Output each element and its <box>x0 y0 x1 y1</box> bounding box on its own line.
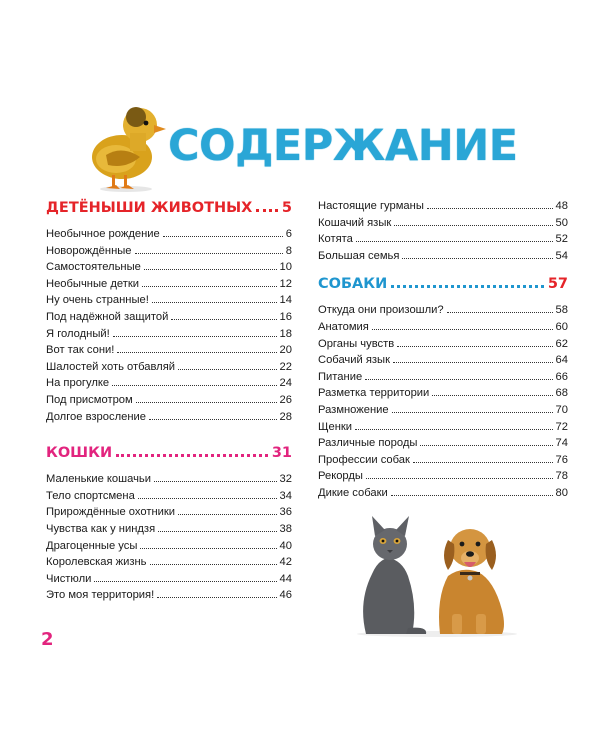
entry-label: Откуда они произошли? <box>318 304 444 317</box>
entry-page-number: 40 <box>279 539 292 552</box>
entry-label: Щенки <box>318 420 353 433</box>
dot-leader <box>372 329 553 330</box>
dot-leader <box>142 286 277 287</box>
dot-leader <box>140 548 276 549</box>
toc-entry[interactable] <box>46 243 292 260</box>
toc-entry[interactable] <box>318 385 568 402</box>
toc-entry[interactable] <box>318 485 568 502</box>
toc-entry[interactable] <box>318 419 568 436</box>
toc-entry[interactable] <box>318 452 568 469</box>
section-heading-babies[interactable] <box>46 200 292 224</box>
toc-entry[interactable] <box>46 409 292 426</box>
toc-entry[interactable] <box>46 359 292 376</box>
dot-leader <box>117 352 276 353</box>
entry-page-number: 62 <box>555 337 568 350</box>
dot-leader <box>356 241 553 242</box>
toc-entry[interactable] <box>46 392 292 409</box>
toc-entry[interactable] <box>46 471 292 488</box>
entry-label: Под присмотром <box>46 393 133 406</box>
dot-leader <box>447 312 553 313</box>
entry-label: Настоящие гурманы <box>318 200 424 212</box>
entry-label: Вот так сони! <box>46 344 115 357</box>
entry-page-number: 60 <box>555 320 568 333</box>
entry-page-number: 10 <box>279 261 292 274</box>
entry-page-number: 44 <box>279 572 292 585</box>
duckling-image <box>86 95 166 193</box>
dot-leader <box>365 379 552 380</box>
entry-label: Самостоятельные <box>46 261 141 274</box>
toc-entry[interactable] <box>318 231 568 248</box>
toc-entry[interactable] <box>46 488 292 505</box>
entry-label: Драгоценные усы <box>46 539 138 552</box>
entry-page-number: 28 <box>279 410 292 423</box>
toc-entry[interactable] <box>318 198 568 215</box>
dot-leader <box>420 445 552 446</box>
toc-entry[interactable] <box>318 352 568 369</box>
dot-leader <box>144 269 277 270</box>
toc-entry[interactable] <box>46 554 292 571</box>
dot-leader <box>391 285 544 288</box>
toc-entry[interactable] <box>318 336 568 353</box>
dot-leader <box>392 412 553 413</box>
toc-right-column <box>318 198 568 502</box>
entry-page-number: 72 <box>555 420 568 433</box>
entry-label: Необычные детки <box>46 277 139 290</box>
toc-entry[interactable] <box>318 402 568 419</box>
entry-page-number: 54 <box>555 249 568 262</box>
dot-leader <box>154 481 277 482</box>
entry-page-number: 46 <box>279 589 292 602</box>
toc-entry[interactable] <box>46 342 292 359</box>
toc-entry[interactable] <box>46 571 292 588</box>
toc-entry[interactable] <box>318 369 568 386</box>
entry-page-number: 24 <box>279 377 292 390</box>
toc-entry[interactable] <box>318 215 568 232</box>
entry-page-number: 58 <box>555 304 568 317</box>
entry-page-number: 22 <box>279 360 292 373</box>
entry-page-number: 18 <box>279 327 292 340</box>
toc-entry[interactable] <box>46 521 292 538</box>
entry-page-number: 26 <box>279 393 292 406</box>
dot-leader <box>391 495 553 496</box>
dot-leader <box>158 531 276 532</box>
dog-figure <box>439 529 504 634</box>
dot-leader <box>163 236 283 237</box>
toc-entry[interactable] <box>46 226 292 243</box>
entry-label: Питание <box>318 370 363 383</box>
dot-leader <box>178 514 277 515</box>
entry-label: Маленькие кошачьи <box>46 473 151 486</box>
entry-label: Долгое взросление <box>46 410 146 423</box>
section-heading-cats[interactable] <box>46 445 292 469</box>
entry-page-number: 76 <box>555 453 568 466</box>
section-page-number: 57 <box>547 276 568 293</box>
entry-label: Это моя территория! <box>46 589 155 602</box>
dot-leader <box>152 302 277 303</box>
dot-leader <box>136 402 277 403</box>
entry-page-number: 80 <box>555 486 568 499</box>
toc-entry[interactable] <box>46 504 292 521</box>
entry-page-number: 78 <box>555 470 568 483</box>
dot-leader <box>113 336 277 337</box>
dot-leader <box>355 429 553 430</box>
entry-label: На прогулке <box>46 377 110 390</box>
section-page-number: 31 <box>271 445 292 462</box>
toc-entry[interactable] <box>46 259 292 276</box>
entry-page-number: 16 <box>279 310 292 323</box>
entry-page-number: 38 <box>279 522 292 535</box>
entry-page-number: 48 <box>555 200 568 212</box>
dot-leader <box>402 258 552 259</box>
entry-label: Тело спортсмена <box>46 489 135 502</box>
entry-page-number: 8 <box>285 244 292 257</box>
dot-leader <box>393 362 553 363</box>
entry-label: Большая семья <box>318 249 400 262</box>
dot-leader <box>150 564 277 565</box>
page-number: 2 <box>41 629 54 650</box>
entry-label: Органы чувств <box>318 337 395 350</box>
dot-leader <box>138 498 277 499</box>
entry-page-number: 42 <box>279 556 292 569</box>
entry-label: Под надёжной защитой <box>46 310 169 323</box>
cat-and-dog-image <box>352 510 522 638</box>
section-heading-dogs[interactable] <box>318 276 568 300</box>
entry-page-number: 6 <box>285 228 292 240</box>
dot-leader <box>149 419 277 420</box>
toc-entry[interactable] <box>46 309 292 326</box>
toc-entry[interactable] <box>46 375 292 392</box>
entry-label: Новорождённые <box>46 244 132 257</box>
entry-label: Ну очень странные! <box>46 294 149 307</box>
dot-leader <box>157 597 276 598</box>
dot-leader <box>178 369 277 370</box>
entry-label: Размножение <box>318 403 389 416</box>
entry-page-number: 50 <box>555 216 568 229</box>
dot-leader <box>256 209 278 212</box>
entry-label: Разметка территории <box>318 387 430 400</box>
toc-entry[interactable] <box>318 302 568 319</box>
dot-leader <box>135 253 283 254</box>
section-title: СОБАКИ <box>318 276 388 293</box>
dot-leader <box>397 346 552 347</box>
entry-label: Анатомия <box>318 320 369 333</box>
entry-page-number: 36 <box>279 506 292 519</box>
entry-label: Необычное рождение <box>46 228 160 240</box>
entry-page-number: 32 <box>279 473 292 486</box>
dot-leader <box>427 208 553 209</box>
entry-label: Чистюли <box>46 572 92 585</box>
toc-left-column <box>46 200 292 604</box>
toc-entry[interactable] <box>46 587 292 604</box>
toc-entry[interactable] <box>318 248 568 265</box>
entry-page-number: 68 <box>555 387 568 400</box>
dot-leader <box>94 581 276 582</box>
dot-leader <box>432 395 552 396</box>
entry-label: Королевская жизнь <box>46 556 147 569</box>
entry-label: Кошачий язык <box>318 216 392 229</box>
toc-entry[interactable] <box>46 292 292 309</box>
entry-label: Котята <box>318 233 353 246</box>
entry-page-number: 12 <box>279 277 292 290</box>
toc-entry[interactable] <box>318 468 568 485</box>
entry-page-number: 14 <box>279 294 292 307</box>
entry-label: Рекорды <box>318 470 363 483</box>
entry-page-number: 34 <box>279 489 292 502</box>
dot-leader <box>116 454 268 457</box>
entry-label: Прирождённые охотники <box>46 506 176 519</box>
entry-page-number: 52 <box>555 233 568 246</box>
entry-page-number: 70 <box>555 403 568 416</box>
section-title: КОШКИ <box>46 445 113 462</box>
section-title: ДЕТЁНЫШИ ЖИВОТНЫХ <box>46 200 253 216</box>
entry-label: Чувства как у ниндзя <box>46 522 156 535</box>
dot-leader <box>394 225 552 226</box>
dot-leader <box>413 462 553 463</box>
dot-leader <box>112 385 276 386</box>
toc-entry[interactable] <box>46 326 292 343</box>
entry-page-number: 64 <box>555 354 568 367</box>
entry-label: Профессии собак <box>318 453 410 466</box>
entry-label: Дикие собаки <box>318 486 388 499</box>
entry-label: Собачий язык <box>318 354 390 367</box>
entry-label: Шалостей хоть отбавляй <box>46 360 176 373</box>
entry-page-number: 74 <box>555 437 568 450</box>
cat-figure <box>363 516 426 634</box>
section-page-number: 5 <box>281 200 292 216</box>
entry-page-number: 66 <box>555 370 568 383</box>
dot-leader <box>366 478 553 479</box>
toc-entry[interactable] <box>46 276 292 293</box>
entry-label: Различные породы <box>318 437 418 450</box>
toc-entry[interactable] <box>318 435 568 452</box>
dot-leader <box>171 319 276 320</box>
toc-entry[interactable] <box>46 538 292 555</box>
toc-entry[interactable] <box>318 319 568 336</box>
page-title: СОДЕРЖАНИЕ <box>168 121 518 171</box>
entry-page-number: 20 <box>279 344 292 357</box>
entry-label: Я голодный! <box>46 327 110 340</box>
